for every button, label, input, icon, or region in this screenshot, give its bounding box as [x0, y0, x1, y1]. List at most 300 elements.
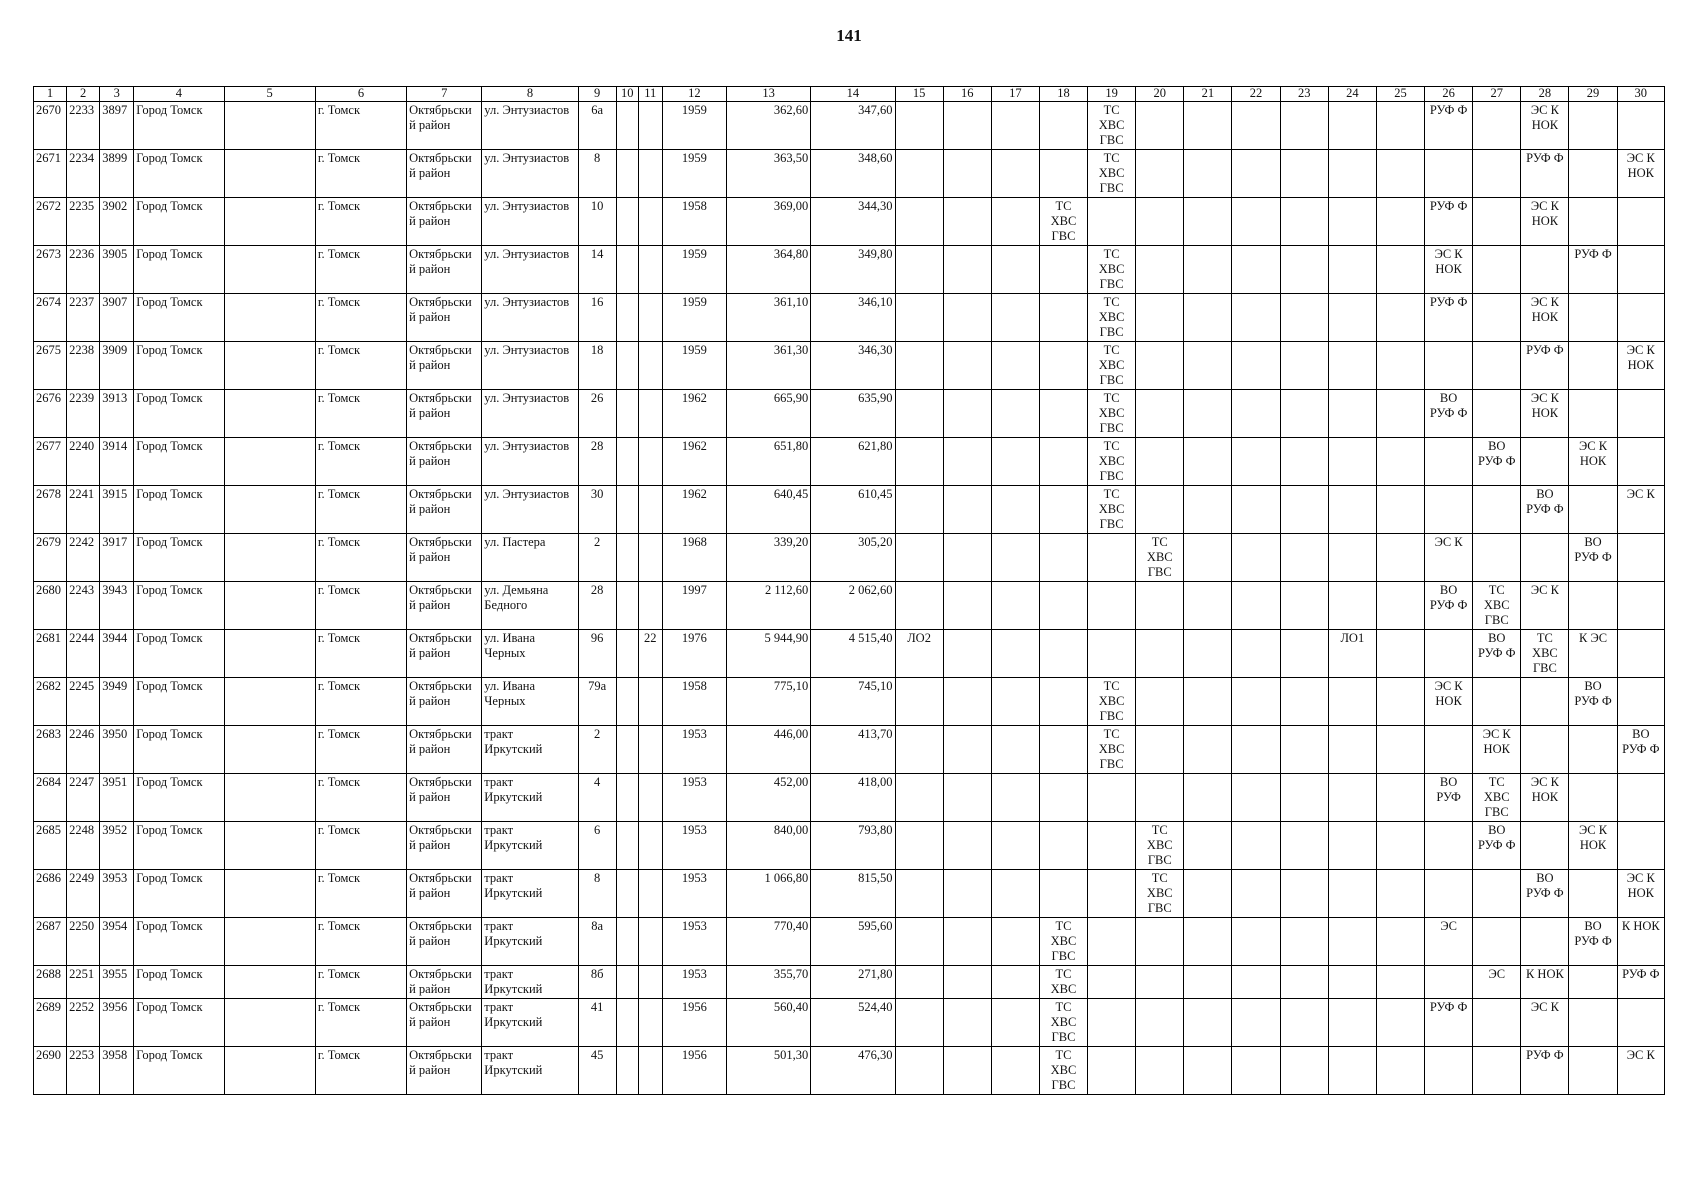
cell-col-1: 2685 [34, 822, 67, 870]
cell-col-10 [616, 198, 638, 246]
cell-col-7: Октябрьски й район [407, 102, 482, 150]
cell-col-5 [224, 582, 315, 630]
cell-col-9: 8а [578, 918, 616, 966]
cell-col-16 [943, 630, 991, 678]
cell-col-17 [991, 150, 1039, 198]
cell-col-26: РУФ Ф [1425, 999, 1473, 1047]
cell-col-22 [1232, 1047, 1280, 1095]
cell-col-23 [1280, 918, 1328, 966]
cell-col-19: ТС ХВС ГВС [1088, 342, 1136, 390]
cell-col-23 [1280, 534, 1328, 582]
cell-col-8: тракт Иркутский [482, 918, 578, 966]
cell-col-18 [1039, 726, 1087, 774]
cell-col-30 [1617, 102, 1664, 150]
cell-col-27: ВО РУФ Ф [1473, 822, 1521, 870]
cell-col-7: Октябрьски й район [407, 198, 482, 246]
cell-col-13: 770,40 [727, 918, 811, 966]
table-row [34, 438, 1665, 486]
column-header-16: 16 [943, 87, 991, 102]
cell-col-18: ТС ХВС ГВС [1039, 1047, 1087, 1095]
cell-col-3: 3915 [100, 486, 134, 534]
cell-col-3: 3953 [100, 870, 134, 918]
cell-col-15 [895, 246, 943, 294]
cell-col-21 [1184, 342, 1232, 390]
table-row [34, 999, 1665, 1047]
cell-col-28: ЭС К НОК [1521, 294, 1569, 342]
cell-col-12: 1959 [662, 102, 726, 150]
cell-col-8: ул. Энтузиастов [482, 294, 578, 342]
cell-col-16 [943, 534, 991, 582]
cell-col-16 [943, 999, 991, 1047]
cell-col-11 [638, 102, 662, 150]
cell-col-27 [1473, 198, 1521, 246]
cell-col-1: 2675 [34, 342, 67, 390]
cell-col-4: Город Томск [134, 726, 224, 774]
cell-col-23 [1280, 198, 1328, 246]
cell-col-28 [1521, 534, 1569, 582]
cell-col-13: 339,20 [727, 534, 811, 582]
cell-col-3: 3955 [100, 966, 134, 999]
cell-col-16 [943, 582, 991, 630]
cell-col-4: Город Томск [134, 390, 224, 438]
cell-col-13: 362,60 [727, 102, 811, 150]
cell-col-3: 3909 [100, 342, 134, 390]
cell-col-17 [991, 294, 1039, 342]
cell-col-29: К ЭС [1569, 630, 1617, 678]
cell-col-7: Октябрьски й район [407, 630, 482, 678]
cell-col-3: 3899 [100, 150, 134, 198]
cell-col-29: ВО РУФ Ф [1569, 918, 1617, 966]
cell-col-5 [224, 678, 315, 726]
cell-col-3: 3954 [100, 918, 134, 966]
cell-col-17 [991, 630, 1039, 678]
cell-col-30 [1617, 390, 1664, 438]
cell-col-4: Город Томск [134, 342, 224, 390]
column-header-30: 30 [1617, 87, 1664, 102]
cell-col-16 [943, 102, 991, 150]
cell-col-5 [224, 246, 315, 294]
cell-col-21 [1184, 774, 1232, 822]
cell-col-18 [1039, 822, 1087, 870]
cell-col-3: 3950 [100, 726, 134, 774]
cell-col-4: Город Томск [134, 294, 224, 342]
cell-col-10 [616, 870, 638, 918]
cell-col-15 [895, 774, 943, 822]
cell-col-25 [1376, 150, 1424, 198]
cell-col-29 [1569, 726, 1617, 774]
cell-col-17 [991, 438, 1039, 486]
table-header [34, 87, 1665, 102]
cell-col-8: тракт Иркутский [482, 822, 578, 870]
cell-col-15 [895, 486, 943, 534]
cell-col-18: ТС ХВС [1039, 966, 1087, 999]
table-row [34, 726, 1665, 774]
cell-col-25 [1376, 726, 1424, 774]
cell-col-6: г. Томск [315, 678, 406, 726]
cell-col-15 [895, 1047, 943, 1095]
cell-col-10 [616, 1047, 638, 1095]
cell-col-25 [1376, 999, 1424, 1047]
cell-col-6: г. Томск [315, 486, 406, 534]
cell-col-1: 2687 [34, 918, 67, 966]
cell-col-23 [1280, 342, 1328, 390]
cell-col-16 [943, 342, 991, 390]
cell-col-5 [224, 1047, 315, 1095]
table-row [34, 390, 1665, 438]
cell-col-14: 271,80 [811, 966, 895, 999]
cell-col-2: 2239 [67, 390, 100, 438]
cell-col-19 [1088, 870, 1136, 918]
cell-col-25 [1376, 822, 1424, 870]
cell-col-21 [1184, 438, 1232, 486]
cell-col-17 [991, 534, 1039, 582]
cell-col-26: ВО РУФ Ф [1425, 390, 1473, 438]
cell-col-21 [1184, 822, 1232, 870]
cell-col-23 [1280, 246, 1328, 294]
cell-col-19: ТС ХВС ГВС [1088, 486, 1136, 534]
column-header-8: 8 [482, 87, 578, 102]
cell-col-8: ул. Ивана Черных [482, 630, 578, 678]
cell-col-28: ЭС К НОК [1521, 774, 1569, 822]
cell-col-24 [1328, 822, 1376, 870]
cell-col-17 [991, 102, 1039, 150]
cell-col-15 [895, 918, 943, 966]
cell-col-2: 2238 [67, 342, 100, 390]
cell-col-30 [1617, 534, 1664, 582]
cell-col-19: ТС ХВС ГВС [1088, 150, 1136, 198]
cell-col-4: Город Томск [134, 630, 224, 678]
cell-col-10 [616, 294, 638, 342]
cell-col-11 [638, 534, 662, 582]
cell-col-4: Город Томск [134, 870, 224, 918]
cell-col-14: 4 515,40 [811, 630, 895, 678]
cell-col-3: 3944 [100, 630, 134, 678]
cell-col-15 [895, 102, 943, 150]
cell-col-10 [616, 102, 638, 150]
cell-col-7: Октябрьски й район [407, 246, 482, 294]
cell-col-6: г. Томск [315, 630, 406, 678]
cell-col-23 [1280, 966, 1328, 999]
cell-col-22 [1232, 102, 1280, 150]
cell-col-29 [1569, 390, 1617, 438]
cell-col-20 [1136, 390, 1184, 438]
cell-col-13: 452,00 [727, 774, 811, 822]
cell-col-30 [1617, 438, 1664, 486]
cell-col-26 [1425, 1047, 1473, 1095]
cell-col-24 [1328, 774, 1376, 822]
cell-col-17 [991, 1047, 1039, 1095]
cell-col-1: 2683 [34, 726, 67, 774]
cell-col-15 [895, 342, 943, 390]
cell-col-23 [1280, 822, 1328, 870]
cell-col-11 [638, 774, 662, 822]
cell-col-26 [1425, 966, 1473, 999]
cell-col-3: 3943 [100, 582, 134, 630]
cell-col-27 [1473, 390, 1521, 438]
table-row [34, 630, 1665, 678]
table-row [34, 870, 1665, 918]
cell-col-27: ВО РУФ Ф [1473, 438, 1521, 486]
cell-col-3: 3949 [100, 678, 134, 726]
cell-col-19: ТС ХВС ГВС [1088, 438, 1136, 486]
column-header-7: 7 [407, 87, 482, 102]
column-header-27: 27 [1473, 87, 1521, 102]
cell-col-1: 2678 [34, 486, 67, 534]
cell-col-29: ВО РУФ Ф [1569, 678, 1617, 726]
cell-col-12: 1976 [662, 630, 726, 678]
cell-col-25 [1376, 486, 1424, 534]
cell-col-4: Город Томск [134, 486, 224, 534]
column-header-15: 15 [895, 87, 943, 102]
cell-col-20 [1136, 726, 1184, 774]
cell-col-14: 418,00 [811, 774, 895, 822]
cell-col-23 [1280, 1047, 1328, 1095]
cell-col-3: 3914 [100, 438, 134, 486]
cell-col-25 [1376, 918, 1424, 966]
cell-col-5 [224, 966, 315, 999]
cell-col-4: Город Томск [134, 918, 224, 966]
cell-col-6: г. Томск [315, 774, 406, 822]
table-row [34, 150, 1665, 198]
cell-col-9: 79а [578, 678, 616, 726]
cell-col-9: 28 [578, 438, 616, 486]
cell-col-11 [638, 294, 662, 342]
cell-col-27: ЭС К НОК [1473, 726, 1521, 774]
cell-col-18 [1039, 582, 1087, 630]
cell-col-18 [1039, 342, 1087, 390]
table-row [34, 918, 1665, 966]
cell-col-12: 1956 [662, 1047, 726, 1095]
cell-col-26: РУФ Ф [1425, 102, 1473, 150]
cell-col-6: г. Томск [315, 999, 406, 1047]
cell-col-19 [1088, 774, 1136, 822]
cell-col-13: 369,00 [727, 198, 811, 246]
cell-col-6: г. Томск [315, 102, 406, 150]
cell-col-20: ТС ХВС ГВС [1136, 822, 1184, 870]
cell-col-10 [616, 630, 638, 678]
cell-col-19 [1088, 918, 1136, 966]
cell-col-11 [638, 918, 662, 966]
cell-col-21 [1184, 294, 1232, 342]
cell-col-24 [1328, 966, 1376, 999]
column-header-29: 29 [1569, 87, 1617, 102]
cell-col-25 [1376, 438, 1424, 486]
cell-col-16 [943, 918, 991, 966]
cell-col-5 [224, 150, 315, 198]
cell-col-28: РУФ Ф [1521, 1047, 1569, 1095]
cell-col-15 [895, 438, 943, 486]
cell-col-2: 2244 [67, 630, 100, 678]
cell-col-24: ЛО1 [1328, 630, 1376, 678]
column-header-9: 9 [578, 87, 616, 102]
cell-col-8: тракт Иркутский [482, 726, 578, 774]
cell-col-12: 1953 [662, 822, 726, 870]
cell-col-29: ЭС К НОК [1569, 822, 1617, 870]
cell-col-23 [1280, 630, 1328, 678]
cell-col-9: 4 [578, 774, 616, 822]
cell-col-28: РУФ Ф [1521, 150, 1569, 198]
cell-col-14: 793,80 [811, 822, 895, 870]
cell-col-16 [943, 870, 991, 918]
table-row [34, 822, 1665, 870]
cell-col-6: г. Томск [315, 390, 406, 438]
cell-col-17 [991, 198, 1039, 246]
cell-col-15 [895, 294, 943, 342]
cell-col-3: 3902 [100, 198, 134, 246]
cell-col-3: 3917 [100, 534, 134, 582]
cell-col-14: 346,10 [811, 294, 895, 342]
cell-col-25 [1376, 246, 1424, 294]
cell-col-11 [638, 198, 662, 246]
cell-col-3: 3897 [100, 102, 134, 150]
cell-col-30: ВО РУФ Ф [1617, 726, 1664, 774]
cell-col-1: 2677 [34, 438, 67, 486]
cell-col-22 [1232, 582, 1280, 630]
cell-col-21 [1184, 102, 1232, 150]
cell-col-23 [1280, 294, 1328, 342]
cell-col-24 [1328, 534, 1376, 582]
cell-col-29 [1569, 342, 1617, 390]
cell-col-30: ЭС К НОК [1617, 342, 1664, 390]
cell-col-19 [1088, 198, 1136, 246]
column-header-5: 5 [224, 87, 315, 102]
cell-col-25 [1376, 294, 1424, 342]
column-header-24: 24 [1328, 87, 1376, 102]
cell-col-16 [943, 822, 991, 870]
cell-col-8: ул. Энтузиастов [482, 198, 578, 246]
column-header-12: 12 [662, 87, 726, 102]
cell-col-27: ТС ХВС ГВС [1473, 774, 1521, 822]
cell-col-8: тракт Иркутский [482, 966, 578, 999]
cell-col-23 [1280, 726, 1328, 774]
cell-col-7: Октябрьски й район [407, 582, 482, 630]
cell-col-22 [1232, 294, 1280, 342]
cell-col-27 [1473, 918, 1521, 966]
cell-col-24 [1328, 1047, 1376, 1095]
cell-col-13: 501,30 [727, 1047, 811, 1095]
cell-col-2: 2234 [67, 150, 100, 198]
cell-col-16 [943, 246, 991, 294]
cell-col-2: 2252 [67, 999, 100, 1047]
cell-col-25 [1376, 582, 1424, 630]
cell-col-11 [638, 999, 662, 1047]
cell-col-22 [1232, 390, 1280, 438]
cell-col-23 [1280, 486, 1328, 534]
cell-col-24 [1328, 918, 1376, 966]
cell-col-27 [1473, 678, 1521, 726]
cell-col-15 [895, 966, 943, 999]
cell-col-27 [1473, 342, 1521, 390]
cell-col-13: 560,40 [727, 999, 811, 1047]
cell-col-1: 2684 [34, 774, 67, 822]
cell-col-16 [943, 774, 991, 822]
cell-col-21 [1184, 486, 1232, 534]
cell-col-26: ЭС [1425, 918, 1473, 966]
cell-col-30 [1617, 822, 1664, 870]
cell-col-6: г. Томск [315, 1047, 406, 1095]
cell-col-25 [1376, 1047, 1424, 1095]
cell-col-26 [1425, 150, 1473, 198]
cell-col-8: ул. Энтузиастов [482, 246, 578, 294]
cell-col-24 [1328, 342, 1376, 390]
cell-col-5 [224, 630, 315, 678]
cell-col-24 [1328, 486, 1376, 534]
cell-col-20: ТС ХВС ГВС [1136, 534, 1184, 582]
cell-col-10 [616, 822, 638, 870]
cell-col-28: ВО РУФ Ф [1521, 486, 1569, 534]
cell-col-18: ТС ХВС ГВС [1039, 198, 1087, 246]
table-row [34, 534, 1665, 582]
cell-col-4: Город Томск [134, 246, 224, 294]
cell-col-6: г. Томск [315, 198, 406, 246]
cell-col-6: г. Томск [315, 726, 406, 774]
cell-col-12: 1962 [662, 390, 726, 438]
cell-col-28 [1521, 678, 1569, 726]
cell-col-21 [1184, 150, 1232, 198]
column-header-1: 1 [34, 87, 67, 102]
cell-col-11 [638, 870, 662, 918]
cell-col-7: Октябрьски й район [407, 999, 482, 1047]
cell-col-9: 18 [578, 342, 616, 390]
cell-col-29 [1569, 774, 1617, 822]
cell-col-21 [1184, 918, 1232, 966]
cell-col-16 [943, 198, 991, 246]
cell-col-12: 1962 [662, 438, 726, 486]
cell-col-29 [1569, 999, 1617, 1047]
cell-col-21 [1184, 726, 1232, 774]
cell-col-15 [895, 999, 943, 1047]
cell-col-24 [1328, 870, 1376, 918]
cell-col-20 [1136, 678, 1184, 726]
cell-col-7: Октябрьски й район [407, 822, 482, 870]
cell-col-30 [1617, 630, 1664, 678]
cell-col-17 [991, 918, 1039, 966]
cell-col-26 [1425, 438, 1473, 486]
cell-col-30 [1617, 582, 1664, 630]
cell-col-6: г. Томск [315, 822, 406, 870]
cell-col-25 [1376, 198, 1424, 246]
table-row [34, 294, 1665, 342]
cell-col-11 [638, 150, 662, 198]
cell-col-27: ВО РУФ Ф [1473, 630, 1521, 678]
cell-col-24 [1328, 438, 1376, 486]
cell-col-22 [1232, 630, 1280, 678]
column-header-4: 4 [134, 87, 224, 102]
cell-col-8: ул. Энтузиастов [482, 342, 578, 390]
cell-col-27: ТС ХВС ГВС [1473, 582, 1521, 630]
cell-col-22 [1232, 999, 1280, 1047]
cell-col-4: Город Томск [134, 774, 224, 822]
cell-col-15 [895, 150, 943, 198]
table-row [34, 102, 1665, 150]
cell-col-7: Октябрьски й район [407, 774, 482, 822]
cell-col-18 [1039, 390, 1087, 438]
cell-col-1: 2681 [34, 630, 67, 678]
cell-col-3: 3952 [100, 822, 134, 870]
cell-col-23 [1280, 999, 1328, 1047]
cell-col-21 [1184, 198, 1232, 246]
cell-col-27 [1473, 486, 1521, 534]
cell-col-24 [1328, 198, 1376, 246]
cell-col-19 [1088, 534, 1136, 582]
cell-col-26 [1425, 822, 1473, 870]
cell-col-18: ТС ХВС ГВС [1039, 999, 1087, 1047]
cell-col-24 [1328, 294, 1376, 342]
cell-col-7: Октябрьски й район [407, 390, 482, 438]
cell-col-13: 840,00 [727, 822, 811, 870]
cell-col-12: 1958 [662, 678, 726, 726]
cell-col-9: 2 [578, 726, 616, 774]
